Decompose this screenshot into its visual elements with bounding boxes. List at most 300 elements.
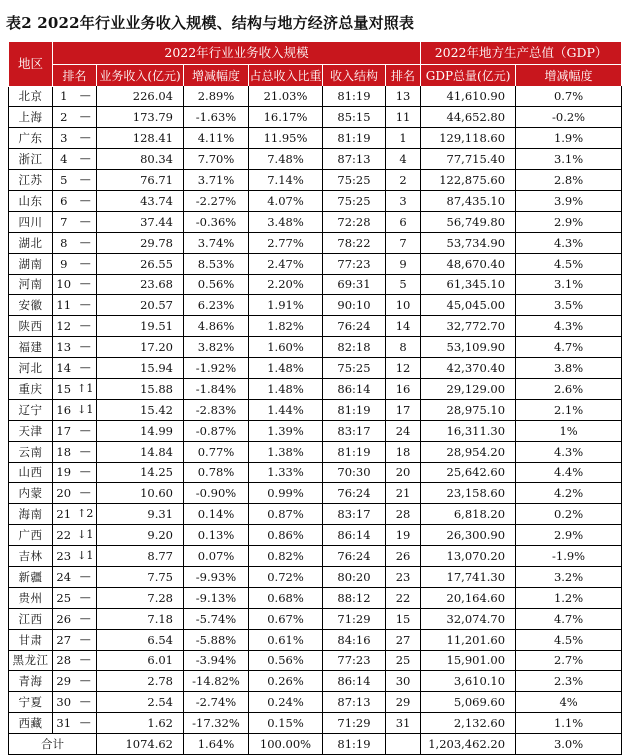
share-cell: 0.82%	[249, 546, 323, 567]
revenue-cell: 14.25	[97, 462, 184, 483]
region-cell: 上海	[9, 107, 53, 128]
share-cell: 1.60%	[249, 337, 323, 358]
gdp-rank-cell: 20	[386, 462, 421, 483]
share-cell: 0.99%	[249, 483, 323, 504]
structure-cell: 81:19	[323, 128, 386, 149]
gdp-rank-cell: 18	[386, 441, 421, 462]
revenue-cell: 8.77	[97, 546, 184, 567]
structure-cell: 86:14	[323, 671, 386, 692]
share-cell: 0.56%	[249, 650, 323, 671]
structure-cell: 69:31	[323, 274, 386, 295]
gdp-cell: 23,158.60	[421, 483, 516, 504]
region-cell: 新疆	[9, 566, 53, 587]
revenue-cell: 15.42	[97, 399, 184, 420]
region-cell: 北京	[9, 86, 53, 107]
gdp-rank-cell: 19	[386, 525, 421, 546]
gdp-growth-cell: 2.6%	[516, 378, 622, 399]
rank-cell: 16	[53, 399, 75, 420]
structure-cell: 70:30	[323, 462, 386, 483]
rank-cell: 26	[53, 608, 75, 629]
region-cell: 浙江	[9, 149, 53, 170]
region-cell: 青海	[9, 671, 53, 692]
gdp-cell: 29,129.00	[421, 378, 516, 399]
region-cell: 河北	[9, 358, 53, 379]
gdp-rank-cell: 12	[386, 358, 421, 379]
gdp-rank-cell: 24	[386, 420, 421, 441]
region-cell: 河南	[9, 274, 53, 295]
rank-change-cell: —	[75, 692, 97, 713]
structure-cell: 83:17	[323, 420, 386, 441]
region-cell: 辽宁	[9, 399, 53, 420]
growth-cell: -9.13%	[184, 587, 249, 608]
header-revenue: 业务收入(亿元)	[97, 65, 184, 87]
rank-change-cell: —	[75, 232, 97, 253]
share-cell: 1.44%	[249, 399, 323, 420]
table-row	[9, 358, 622, 379]
revenue-cell: 10.60	[97, 483, 184, 504]
share-cell: 1.82%	[249, 316, 323, 337]
header-gdp-growth: 增减幅度	[516, 65, 622, 87]
region-cell: 安徽	[9, 295, 53, 316]
region-cell: 甘肃	[9, 629, 53, 650]
table-row	[9, 337, 622, 358]
total-growth: 1.64%	[184, 734, 249, 755]
rank-change-cell: —	[75, 211, 97, 232]
rank-cell: 4	[53, 149, 75, 170]
gdp-cell: 42,370.40	[421, 358, 516, 379]
gdp-rank-cell: 10	[386, 295, 421, 316]
gdp-cell: 48,670.40	[421, 253, 516, 274]
structure-cell: 85:15	[323, 107, 386, 128]
rank-cell: 20	[53, 483, 75, 504]
gdp-growth-cell: 2.8%	[516, 170, 622, 191]
gdp-cell: 17,741.30	[421, 566, 516, 587]
share-cell: 1.38%	[249, 441, 323, 462]
rank-cell: 21	[53, 504, 75, 525]
gdp-rank-cell: 11	[386, 107, 421, 128]
gdp-cell: 53,109.90	[421, 337, 516, 358]
gdp-rank-cell: 15	[386, 608, 421, 629]
table-header	[9, 42, 622, 86]
gdp-rank-cell: 5	[386, 274, 421, 295]
gdp-rank-cell: 30	[386, 671, 421, 692]
rank-change-cell: —	[75, 650, 97, 671]
growth-cell: -3.94%	[184, 650, 249, 671]
revenue-cell: 19.51	[97, 316, 184, 337]
revenue-cell: 9.31	[97, 504, 184, 525]
rank-cell: 31	[53, 713, 75, 734]
revenue-cell: 14.99	[97, 420, 184, 441]
gdp-rank-cell: 4	[386, 149, 421, 170]
gdp-cell: 20,164.60	[421, 587, 516, 608]
rank-cell: 11	[53, 295, 75, 316]
gdp-rank-cell: 7	[386, 232, 421, 253]
gdp-rank-cell: 1	[386, 128, 421, 149]
share-cell: 2.47%	[249, 253, 323, 274]
gdp-rank-cell: 28	[386, 504, 421, 525]
region-cell: 云南	[9, 441, 53, 462]
header-growth: 增减幅度	[184, 65, 249, 87]
gdp-cell: 28,975.10	[421, 399, 516, 420]
table-row	[9, 546, 622, 567]
table-row	[9, 107, 622, 128]
rank-cell: 28	[53, 650, 75, 671]
header-share: 占总收入比重	[249, 65, 323, 87]
rank-cell: 5	[53, 170, 75, 191]
rank-cell: 6	[53, 190, 75, 211]
share-cell: 21.03%	[249, 86, 323, 107]
rank-change-cell: —	[75, 671, 97, 692]
rank-cell: 25	[53, 587, 75, 608]
structure-cell: 77:23	[323, 650, 386, 671]
share-cell: 11.95%	[249, 128, 323, 149]
gdp-rank-cell: 13	[386, 86, 421, 107]
rank-cell: 8	[53, 232, 75, 253]
gdp-growth-cell: 2.1%	[516, 399, 622, 420]
share-cell: 0.61%	[249, 629, 323, 650]
table-row	[9, 504, 622, 525]
structure-cell: 76:24	[323, 546, 386, 567]
rank-cell: 10	[53, 274, 75, 295]
header-rank: 排名	[53, 65, 97, 87]
gdp-growth-cell: 4.5%	[516, 629, 622, 650]
header-region: 地区	[9, 42, 53, 86]
comparison-table	[8, 42, 622, 755]
gdp-cell: 32,772.70	[421, 316, 516, 337]
structure-cell: 78:22	[323, 232, 386, 253]
growth-cell: -1.92%	[184, 358, 249, 379]
region-cell: 湖南	[9, 253, 53, 274]
growth-cell: 8.53%	[184, 253, 249, 274]
gdp-cell: 61,345.10	[421, 274, 516, 295]
gdp-cell: 13,070.20	[421, 546, 516, 567]
total-share: 100.00%	[249, 734, 323, 755]
revenue-cell: 37.44	[97, 211, 184, 232]
share-cell: 0.68%	[249, 587, 323, 608]
gdp-cell: 2,132.60	[421, 713, 516, 734]
structure-cell: 81:19	[323, 399, 386, 420]
rank-change-cell: —	[75, 608, 97, 629]
gdp-growth-cell: 3.2%	[516, 566, 622, 587]
gdp-growth-cell: -0.2%	[516, 107, 622, 128]
region-cell: 海南	[9, 504, 53, 525]
table-row	[9, 692, 622, 713]
region-cell: 广西	[9, 525, 53, 546]
share-cell: 0.26%	[249, 671, 323, 692]
rank-change-cell: —	[75, 420, 97, 441]
share-cell: 0.87%	[249, 504, 323, 525]
region-cell: 山西	[9, 462, 53, 483]
rank-change-cell: —	[75, 483, 97, 504]
gdp-growth-cell: 3.9%	[516, 190, 622, 211]
share-cell: 7.14%	[249, 170, 323, 191]
growth-cell: -1.84%	[184, 378, 249, 399]
share-cell: 7.48%	[249, 149, 323, 170]
revenue-cell: 1.62	[97, 713, 184, 734]
rank-cell: 14	[53, 358, 75, 379]
table-row	[9, 608, 622, 629]
region-cell: 贵州	[9, 587, 53, 608]
gdp-growth-cell: 0.2%	[516, 504, 622, 525]
structure-cell: 80:20	[323, 566, 386, 587]
gdp-growth-cell: 2.7%	[516, 650, 622, 671]
rank-cell: 9	[53, 253, 75, 274]
rank-cell: 3	[53, 128, 75, 149]
gdp-growth-cell: 3.1%	[516, 149, 622, 170]
region-cell: 陕西	[9, 316, 53, 337]
gdp-rank-cell: 2	[386, 170, 421, 191]
rank-change-cell: —	[75, 441, 97, 462]
gdp-growth-cell: 4.7%	[516, 608, 622, 629]
revenue-cell: 173.79	[97, 107, 184, 128]
gdp-cell: 15,901.00	[421, 650, 516, 671]
growth-cell: -17.32%	[184, 713, 249, 734]
gdp-rank-cell: 17	[386, 399, 421, 420]
region-cell: 福建	[9, 337, 53, 358]
structure-cell: 76:24	[323, 483, 386, 504]
gdp-rank-cell: 29	[386, 692, 421, 713]
header-group-gdp: 2022年地方生产总值（GDP）	[421, 42, 622, 65]
revenue-cell: 2.54	[97, 692, 184, 713]
gdp-rank-cell: 21	[386, 483, 421, 504]
rank-change-cell: —	[75, 107, 97, 128]
rank-cell: 7	[53, 211, 75, 232]
growth-cell: -9.93%	[184, 566, 249, 587]
rank-change-cell: ↓1	[75, 546, 97, 567]
share-cell: 1.48%	[249, 378, 323, 399]
share-cell: 2.20%	[249, 274, 323, 295]
table-row	[9, 713, 622, 734]
structure-cell: 82:18	[323, 337, 386, 358]
rank-change-cell: ↓1	[75, 399, 97, 420]
revenue-cell: 23.68	[97, 274, 184, 295]
total-label: 合计	[9, 734, 97, 755]
gdp-cell: 3,610.10	[421, 671, 516, 692]
rank-change-cell: —	[75, 86, 97, 107]
share-cell: 2.77%	[249, 232, 323, 253]
rank-cell: 22	[53, 525, 75, 546]
revenue-cell: 9.20	[97, 525, 184, 546]
region-cell: 重庆	[9, 378, 53, 399]
share-cell: 1.33%	[249, 462, 323, 483]
structure-cell: 71:29	[323, 608, 386, 629]
gdp-rank-cell: 26	[386, 546, 421, 567]
growth-cell: -0.36%	[184, 211, 249, 232]
region-cell: 吉林	[9, 546, 53, 567]
structure-cell: 72:28	[323, 211, 386, 232]
revenue-cell: 7.75	[97, 566, 184, 587]
region-cell: 江苏	[9, 170, 53, 191]
gdp-cell: 11,201.60	[421, 629, 516, 650]
structure-cell: 75:25	[323, 170, 386, 191]
gdp-rank-cell: 22	[386, 587, 421, 608]
gdp-cell: 56,749.80	[421, 211, 516, 232]
gdp-cell: 53,734.90	[421, 232, 516, 253]
structure-cell: 86:14	[323, 525, 386, 546]
table-body	[9, 86, 622, 755]
share-cell: 4.07%	[249, 190, 323, 211]
gdp-growth-cell: 4.2%	[516, 483, 622, 504]
table-row	[9, 671, 622, 692]
gdp-growth-cell: 4%	[516, 692, 622, 713]
share-cell: 1.39%	[249, 420, 323, 441]
rank-change-cell: —	[75, 253, 97, 274]
gdp-growth-cell: 4.3%	[516, 316, 622, 337]
revenue-cell: 7.28	[97, 587, 184, 608]
rank-cell: 15	[53, 378, 75, 399]
table-row	[9, 629, 622, 650]
gdp-growth-cell: 2.9%	[516, 525, 622, 546]
rank-cell: 27	[53, 629, 75, 650]
structure-cell: 76:24	[323, 316, 386, 337]
revenue-cell: 15.88	[97, 378, 184, 399]
table-row	[9, 525, 622, 546]
rank-change-cell: —	[75, 190, 97, 211]
region-cell: 江西	[9, 608, 53, 629]
region-cell: 西藏	[9, 713, 53, 734]
growth-cell: 0.78%	[184, 462, 249, 483]
gdp-cell: 28,954.20	[421, 441, 516, 462]
header-structure: 收入结构	[323, 65, 386, 87]
rank-cell: 12	[53, 316, 75, 337]
table-row	[9, 316, 622, 337]
header-gdp: GDP总量(亿元)	[421, 65, 516, 87]
growth-cell: -0.87%	[184, 420, 249, 441]
total-row	[9, 734, 622, 755]
gdp-cell: 5,069.60	[421, 692, 516, 713]
growth-cell: 3.74%	[184, 232, 249, 253]
gdp-rank-cell: 16	[386, 378, 421, 399]
gdp-growth-cell: 2.3%	[516, 671, 622, 692]
structure-cell: 86:14	[323, 378, 386, 399]
growth-cell: -2.83%	[184, 399, 249, 420]
revenue-cell: 26.55	[97, 253, 184, 274]
table-title: 表2 2022年行业业务收入规模、结构与地方经济总量对照表	[6, 14, 415, 32]
revenue-cell: 17.20	[97, 337, 184, 358]
growth-cell: 4.11%	[184, 128, 249, 149]
revenue-cell: 14.84	[97, 441, 184, 462]
rank-change-cell: —	[75, 295, 97, 316]
revenue-cell: 76.71	[97, 170, 184, 191]
rank-change-cell: —	[75, 358, 97, 379]
structure-cell: 81:19	[323, 86, 386, 107]
growth-cell: 0.07%	[184, 546, 249, 567]
region-cell: 广东	[9, 128, 53, 149]
gdp-growth-cell: 4.7%	[516, 337, 622, 358]
gdp-growth-cell: 2.9%	[516, 211, 622, 232]
table-row	[9, 86, 622, 107]
gdp-rank-cell: 6	[386, 211, 421, 232]
gdp-rank-cell: 31	[386, 713, 421, 734]
growth-cell: 7.70%	[184, 149, 249, 170]
structure-cell: 81:19	[323, 441, 386, 462]
gdp-growth-cell: 3.8%	[516, 358, 622, 379]
gdp-growth-cell: -1.9%	[516, 546, 622, 567]
gdp-rank-cell: 8	[386, 337, 421, 358]
gdp-cell: 16,311.30	[421, 420, 516, 441]
total-revenue: 1074.62	[97, 734, 184, 755]
gdp-cell: 87,435.10	[421, 190, 516, 211]
rank-change-cell: —	[75, 128, 97, 149]
structure-cell: 88:12	[323, 587, 386, 608]
table-row	[9, 253, 622, 274]
rank-change-cell: —	[75, 587, 97, 608]
total-gdp: 1,203,462.20	[421, 734, 516, 755]
share-cell: 0.15%	[249, 713, 323, 734]
rank-cell: 1	[53, 86, 75, 107]
rank-change-cell: —	[75, 337, 97, 358]
rank-change-cell: —	[75, 629, 97, 650]
rank-cell: 24	[53, 566, 75, 587]
growth-cell: -5.88%	[184, 629, 249, 650]
table-row	[9, 211, 622, 232]
gdp-rank-cell: 23	[386, 566, 421, 587]
rank-cell: 29	[53, 671, 75, 692]
table-row	[9, 420, 622, 441]
structure-cell: 84:16	[323, 629, 386, 650]
growth-cell: 0.13%	[184, 525, 249, 546]
gdp-growth-cell: 1.9%	[516, 128, 622, 149]
rank-cell: 2	[53, 107, 75, 128]
table-row	[9, 232, 622, 253]
region-cell: 四川	[9, 211, 53, 232]
gdp-growth-cell: 3.1%	[516, 274, 622, 295]
region-cell: 宁夏	[9, 692, 53, 713]
region-cell: 天津	[9, 420, 53, 441]
gdp-growth-cell: 3.5%	[516, 295, 622, 316]
structure-cell: 75:25	[323, 190, 386, 211]
rank-change-cell: —	[75, 566, 97, 587]
gdp-rank-cell: 3	[386, 190, 421, 211]
rank-change-cell: —	[75, 170, 97, 191]
gdp-growth-cell: 4.4%	[516, 462, 622, 483]
table-row	[9, 650, 622, 671]
gdp-rank-cell: 27	[386, 629, 421, 650]
share-cell: 3.48%	[249, 211, 323, 232]
gdp-cell: 25,642.60	[421, 462, 516, 483]
table-row	[9, 190, 622, 211]
rank-cell: 30	[53, 692, 75, 713]
growth-cell: 0.77%	[184, 441, 249, 462]
region-cell: 黑龙江	[9, 650, 53, 671]
structure-cell: 87:13	[323, 692, 386, 713]
structure-cell: 75:25	[323, 358, 386, 379]
table-row	[9, 170, 622, 191]
gdp-cell: 26,300.90	[421, 525, 516, 546]
growth-cell: 6.23%	[184, 295, 249, 316]
structure-cell: 71:29	[323, 713, 386, 734]
revenue-cell: 128.41	[97, 128, 184, 149]
gdp-cell: 45,045.00	[421, 295, 516, 316]
growth-cell: 0.14%	[184, 504, 249, 525]
revenue-cell: 6.54	[97, 629, 184, 650]
gdp-growth-cell: 1.1%	[516, 713, 622, 734]
rank-cell: 17	[53, 420, 75, 441]
rank-cell: 19	[53, 462, 75, 483]
total-gdp-rank	[386, 734, 421, 755]
region-cell: 湖北	[9, 232, 53, 253]
gdp-cell: 44,652.80	[421, 107, 516, 128]
revenue-cell: 80.34	[97, 149, 184, 170]
table-row	[9, 462, 622, 483]
growth-cell: 4.86%	[184, 316, 249, 337]
table-row	[9, 149, 622, 170]
gdp-growth-cell: 1.2%	[516, 587, 622, 608]
gdp-growth-cell: 1%	[516, 420, 622, 441]
revenue-cell: 43.74	[97, 190, 184, 211]
revenue-cell: 2.78	[97, 671, 184, 692]
growth-cell: -2.74%	[184, 692, 249, 713]
